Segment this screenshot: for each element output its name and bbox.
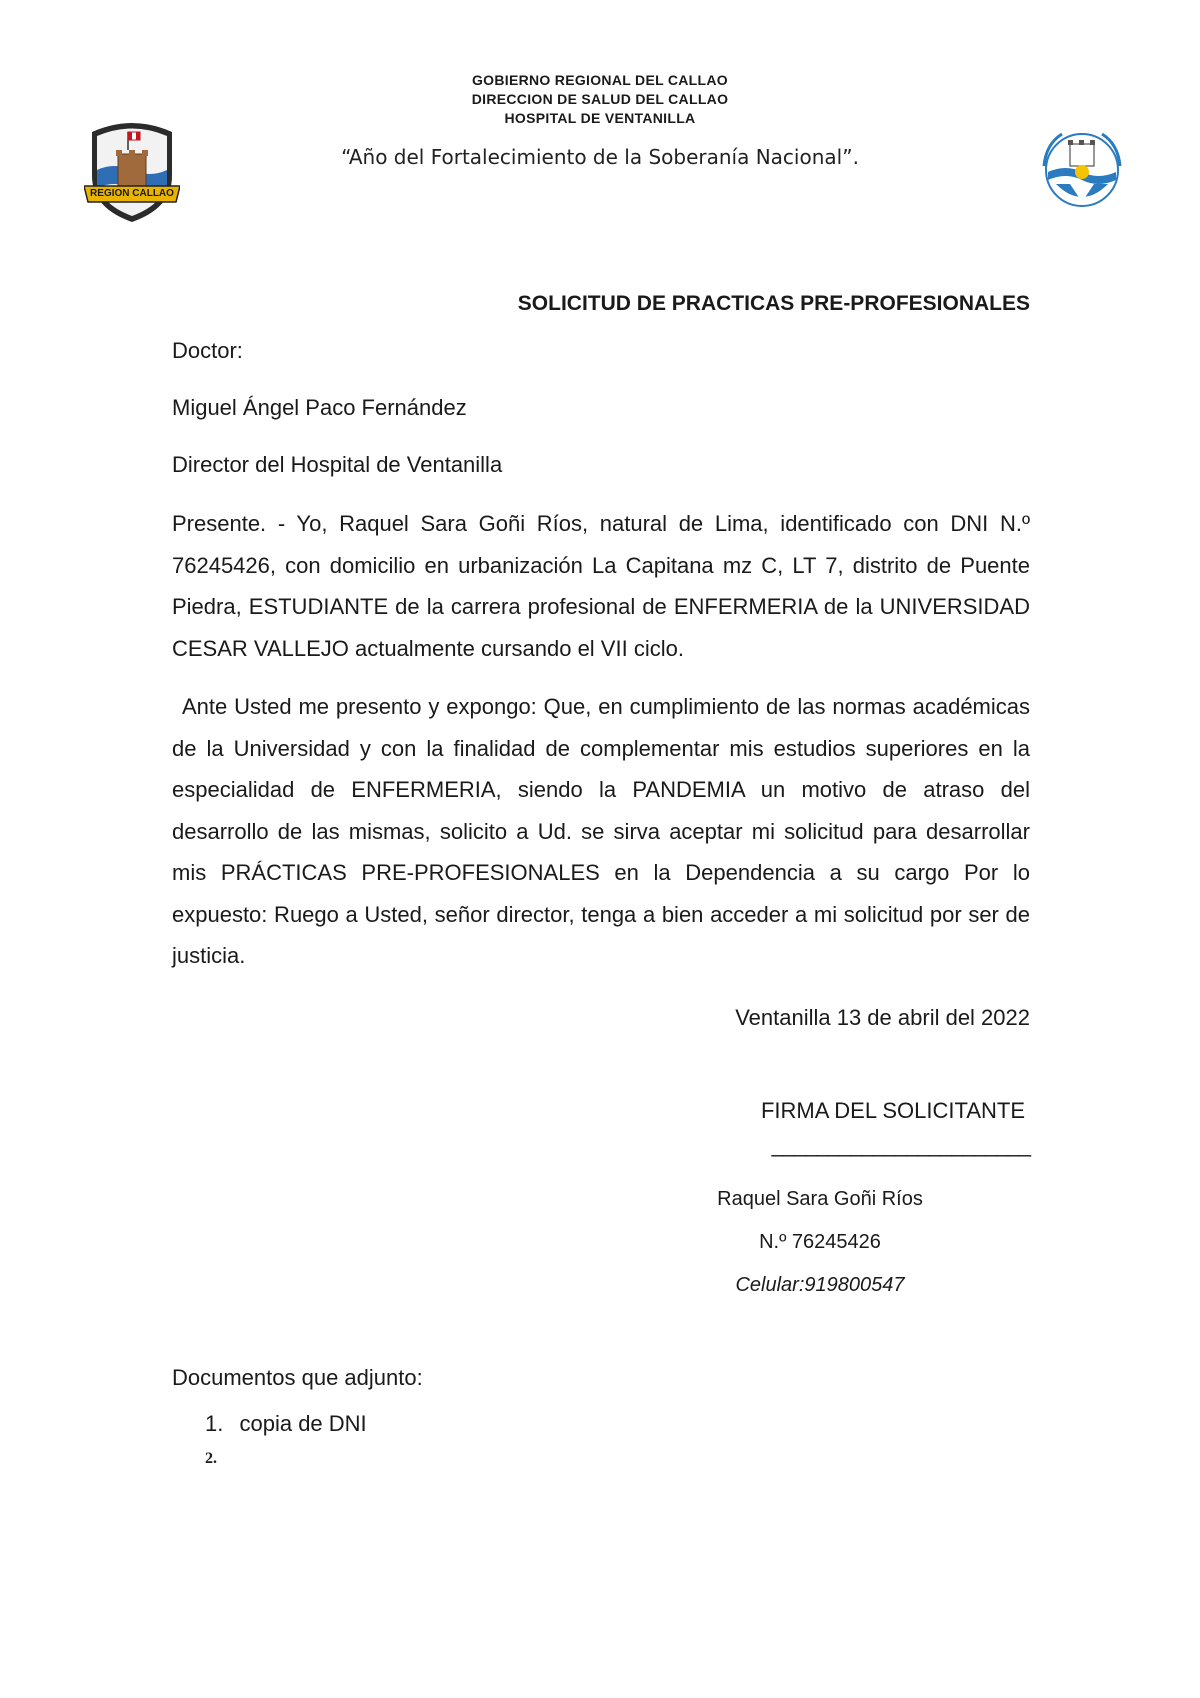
signer-name: Raquel Sara Goñi Ríos <box>717 1188 923 1210</box>
recipient-title: Director del Hospital de Ventanilla <box>172 452 503 477</box>
region-callao-logo-text: REGION CALLAO <box>90 188 174 199</box>
region-callao-logo <box>84 118 180 224</box>
header-direction: DIRECCION DE SALUD DEL CALLAO <box>471 91 729 107</box>
attachment-text: copia de DNI <box>239 1411 367 1436</box>
signer-phone: Celular:919800547 <box>735 1274 905 1296</box>
signer-dni: N.º 76245426 <box>759 1231 881 1253</box>
signature-label: FIRMA DEL SOLICITANTE <box>760 1098 1025 1123</box>
attachment-number: 2. <box>205 1450 217 1467</box>
attachment-item <box>205 1411 367 1437</box>
recipient-name: Miguel Ángel Paco Fernández <box>172 395 467 420</box>
paragraph-introduction: Presente. - Yo, Raquel Sara Goñi Ríos, natural de Lima, identificado con DNI N.º 76245426, con domicilio en urbanización La Capitana mz C, LT 7, distrito de Puente Piedra, ESTUDIANTE de la carrera profesional de ENFERMERIA de la UNIVERSIDAD CESAR VALLEJO actualmente cursando el VII ciclo. <box>172 511 1030 661</box>
header-motto: “Año del Fortalecimiento de la Soberanía Nacional”. <box>341 145 859 169</box>
document-title: SOLICITUD DE PRACTICAS PRE-PROFESIONALES <box>517 292 1030 315</box>
header-government: GOBIERNO REGIONAL DEL CALLAO <box>471 72 728 88</box>
header-hospital: HOSPITAL DE VENTANILLA <box>504 110 696 126</box>
attachments-heading: Documentos que adjunto: <box>172 1365 423 1390</box>
attachment-item <box>205 1450 217 1468</box>
hospital-ventanilla-seal <box>1026 114 1138 226</box>
paragraph-request: Ante Usted me presento y expongo: Que, en cumplimiento de las normas académicas de la Universidad y con la finalidad de complementar mis estudios superiores en la especialidad de ENFERMERIA, siendo la PANDEMIA un motivo de atraso del desarrollo de las mismas, solicito a Ud. se sirva aceptar mi solicitud para desarrollar mis PRÁCTICAS PRE-PROFESIONALES en la Dependencia a su cargo Por lo expuesto: Ruego a Usted, señor director, tenga a bien acceder a mi solicitud por ser de justicia. <box>172 694 1030 968</box>
salutation: Doctor: <box>172 338 243 363</box>
attachment-number: 1. <box>205 1411 224 1436</box>
date-line: Ventanilla 13 de abril del 2022 <box>735 1005 1030 1030</box>
signature-line: _______________________ <box>771 1132 1030 1157</box>
